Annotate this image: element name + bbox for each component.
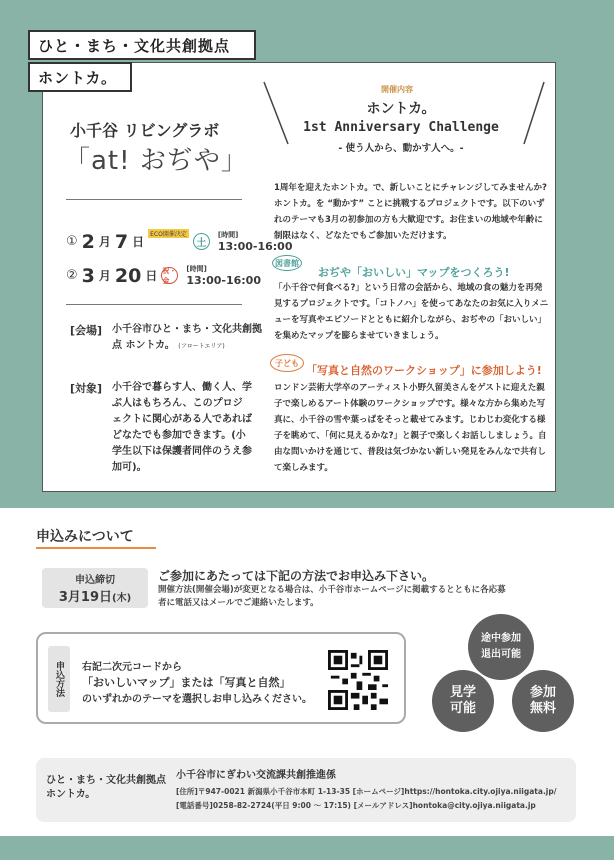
- venue-text: 小千谷市ひと・まち・文化共創拠点 ホントカ。: [112, 324, 262, 351]
- section-heading-workshop: 「写真と自然のワークショップ」に参加しよう!: [306, 364, 542, 377]
- lab-title: 小千谷 リビングラボ: [70, 121, 220, 140]
- lab-subtitle: 「at! おぢや」: [64, 146, 248, 176]
- date-row-2: [66, 264, 261, 287]
- target-text: 小千谷で暮らす人、働く人、学ぶ人はもちろん、このプロジェクトに関心がある人であればどなたでも参加できます。(小学生以下は保護者同伴のうえ参加可)。: [112, 382, 252, 473]
- brand-line-2: ホントカ。: [28, 62, 132, 92]
- footer-brand: [46, 774, 166, 802]
- program-intro: 1周年を迎えたホントカ。で、新しいことにチャレンジしてみませんか?ホントカ。を “動かす” ことに挑戦するプロジェクトです。以下のいずれのテーマも3月の初参加の方も大歓迎です。お住まいの地域や年齢に制限はなく、どなたでもご参加いただけます。: [274, 183, 547, 241]
- brand-line-1: ひと・まち・文化共創拠点: [28, 30, 256, 60]
- venue-note: (フロートエリア): [178, 343, 225, 350]
- program-title: ホントカ。: [366, 101, 436, 117]
- footer-address[interactable]: [住所]〒947-0021 新潟県小千谷市本町 1-13-35 [ホームページ]https://hontoka.city.ojiya.niigata.jp/: [176, 787, 557, 796]
- date-index: ②: [66, 268, 78, 283]
- section-text-workshop: ロンドン芸術大学卒のアーティスト小野久留美さんをゲストに迎えた親子で楽しめるアート体験のワークショップです。様々な方から集めた写真に、小千谷の雪や葉っぱをそっと載せてみます。じわじわ変化する様子を眺めて、「何に見えるかな?」と親子で楽しくお話ししましょう。自由な問いかけを通じて、普段は気づかない新しい発見をみんなで共有して楽しみます。: [274, 383, 547, 473]
- time-block: [186, 264, 261, 287]
- bubble-free: [512, 670, 574, 732]
- method-box: [36, 632, 406, 724]
- weekday-badge: 祝・金: [162, 266, 177, 285]
- date-tag: ECO開催決定: [150, 231, 187, 238]
- bubble-join-midway: [468, 614, 534, 680]
- date-day-unit: 日: [145, 269, 158, 283]
- method-line-1: 右記二次元コードから: [82, 662, 182, 673]
- deadline-value: 3月19日: [58, 590, 112, 605]
- deadline-weekday: (木): [112, 593, 132, 604]
- bubble-observe: [432, 670, 494, 732]
- apply-note-main: ご参加にあたっては下記の方法でお申込み下さい。: [158, 569, 435, 583]
- date-month: 2: [81, 230, 95, 253]
- footer-brand-line-2: ホントカ。: [46, 789, 96, 800]
- time-value: 13:00-16:00: [186, 274, 261, 287]
- divider: [66, 304, 242, 305]
- target-label: [対象]: [70, 382, 103, 395]
- apply-title: 申込みについて: [36, 529, 134, 545]
- kids-badge: 子ども: [270, 354, 304, 372]
- apply-underline: [36, 547, 156, 549]
- program-tagline: - 使う人から、動かす人へ。-: [338, 143, 464, 154]
- footer-brand-line-1: ひと・まち・文化共創拠点: [46, 775, 166, 786]
- time-label: [時間]: [186, 265, 207, 273]
- weekday-badge: 土: [193, 233, 210, 250]
- bottom-band: [0, 836, 614, 860]
- date-index: ①: [66, 234, 78, 249]
- deadline-date: [42, 586, 148, 605]
- divider: [66, 199, 242, 200]
- venue-body: [112, 322, 262, 355]
- section-heading-map: おぢや「おいしい」マップをつくろう!: [318, 266, 510, 279]
- date-day-unit: 日: [132, 235, 145, 249]
- date-day: 7: [114, 230, 129, 253]
- method-label: 申込方法: [48, 646, 70, 712]
- program-title-en: 1st Anniversary Challenge: [303, 120, 499, 135]
- deadline-box: [42, 568, 148, 608]
- library-badge: 図書館: [272, 255, 302, 271]
- apply-note-sub: 開催方法(開催会場)が変更となる場合は、小千谷市ホームページに掲載するとともに各応募者に電話又はメールでご連絡いたします。: [158, 585, 506, 608]
- time-label: [時間]: [217, 231, 239, 239]
- method-line-3: のいずれかのテーマを選択しお申し込みください。: [82, 694, 312, 705]
- date-month: 3: [81, 264, 95, 287]
- footer: [36, 758, 576, 822]
- method-line-2: 「おいしいマップ」または「写真と自然」: [82, 676, 291, 689]
- footer-contact[interactable]: [電話番号]0258-82-2724(平日 9:00 〜 17:15) [メールアドレス]hontoka@city.ojiya.niigata.jp: [176, 801, 536, 810]
- qr-code-icon[interactable]: [328, 650, 388, 710]
- section-text-map: 「小千谷で何食べる?」という日常の会話から、地域の食の魅力を再発見するプロジェクトです。「コトノハ」を使ってあなたのお気に入りメニューを写真やエピソードとともに紹介しながら、おぢやの「おいしい」を集めたマップを膨らませていきましょう。: [274, 283, 549, 341]
- bubble-text: 途中参加 退出可能: [481, 633, 521, 660]
- time-value: 13:00-16:00: [217, 240, 293, 253]
- bubble-text: 見学 可能: [449, 685, 476, 716]
- venue-label: [会場]: [70, 324, 103, 337]
- date-month-unit: 月: [98, 235, 111, 249]
- date-month-unit: 月: [98, 269, 111, 283]
- decor-slash-right: [522, 80, 546, 146]
- bubble-text: 参加 無料: [529, 685, 556, 716]
- date-row-1: [66, 230, 292, 253]
- deadline-label: 申込締切: [75, 575, 115, 586]
- footer-org: 小千谷市にぎわい交流課共創推進係: [176, 770, 336, 781]
- program-kicker: 開催内容: [381, 85, 413, 94]
- date-day: 20: [114, 264, 142, 287]
